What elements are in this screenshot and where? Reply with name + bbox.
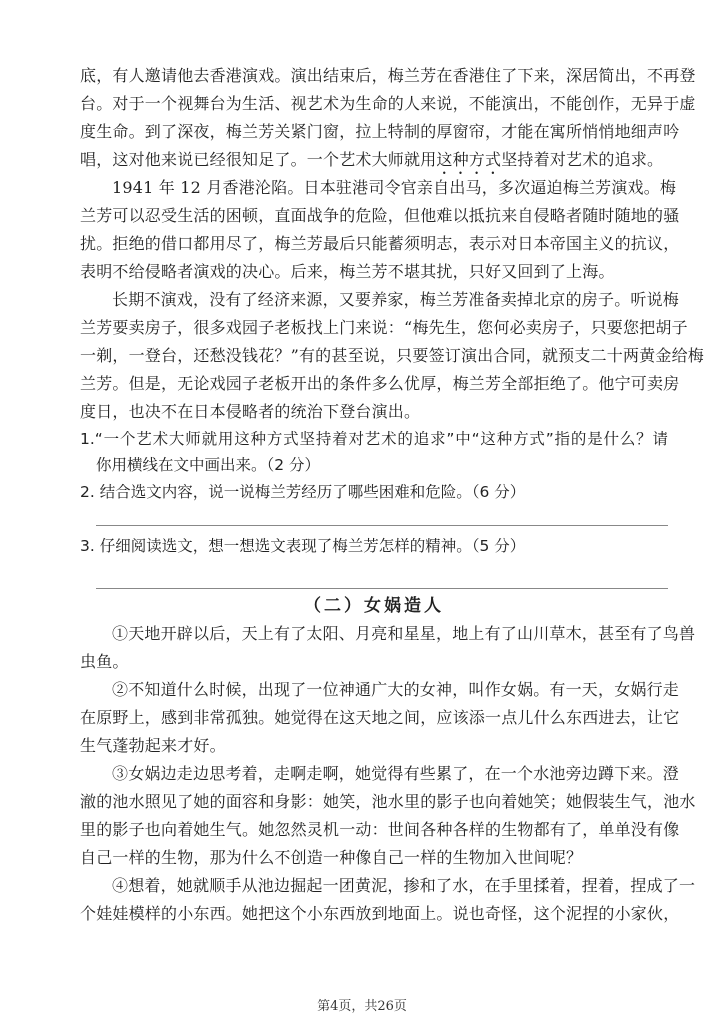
text-segment: 坚持着对艺术的追求。 bbox=[501, 150, 664, 169]
text-line: 在原野上，感到非常孤独。她觉得在这天地之间，应该添一点儿什么东西进去，让它 bbox=[80, 708, 680, 727]
text-line: 表明不给侵略者演戏的决心。后来，梅兰芳不堪其扰，只好又回到了上海。 bbox=[80, 262, 615, 281]
page-footer: 第4页，共26页 bbox=[317, 999, 407, 1014]
document-page bbox=[80, 62, 704, 928]
text-line bbox=[80, 146, 668, 174]
text-line: 兰芳。但是，无论戏园子老板开出的条件多么优厚，梅兰芳全部拒绝了。他宁可卖房 bbox=[80, 374, 680, 393]
text-line: 生气蓬勃起来才好。 bbox=[80, 736, 226, 755]
text-line: 一剃，一登台，还愁没钱花？”有的甚至说，只要签订演出合同，就预支二十两黄金给梅 bbox=[80, 346, 704, 365]
text-line: ④想着，她就顺手从池边掘起一团黄泥，掺和了水，在手里揉着，捏着，捏成了一 bbox=[112, 876, 696, 895]
text-segment: 唱，这对他来说已经很知足了。一个艺术大师就用 bbox=[80, 150, 437, 169]
passage1-paragraph bbox=[80, 174, 680, 286]
question-text: 3. 仔细阅读选文，想一想选文表现了梅兰芳怎样的精神。（5 分） bbox=[80, 537, 526, 555]
passage2-paragraph bbox=[80, 760, 696, 872]
text-line: ②不知道什么时候，出现了一位神通广大的女神，叫作女娲。有一天，女娲行走 bbox=[112, 680, 680, 699]
text-line: 澈的池水照见了她的面容和身影：她笑，池水里的影子也向着她笑；她假装生气，池水 bbox=[80, 792, 696, 811]
question-text: 1.“一个艺术大师就用这种方式坚持着对艺术的追求”中“这种方式”指的是什么？请 bbox=[80, 430, 668, 448]
section-title: （二）女娲造人 bbox=[304, 596, 444, 616]
passage2-paragraph bbox=[80, 620, 696, 676]
question-2 bbox=[80, 478, 668, 506]
text-line: ①天地开辟以后，天上有了太阳、月亮和星星，地上有了山川草木，甚至有了鸟兽 bbox=[112, 624, 696, 643]
text-line: 虫鱼。 bbox=[80, 652, 129, 671]
passage1-paragraph bbox=[80, 62, 696, 174]
text-line: 兰芳要卖房子，很多戏园子老板找上门来说：“梅先生，您何必卖房子，只要您把胡子 bbox=[80, 318, 688, 337]
text-line: 1941 年 12 月香港沦陷。日本驻港司令官亲自出马，多次逼迫梅兰芳演戏。梅 bbox=[112, 178, 677, 197]
passage2-paragraph bbox=[80, 676, 680, 760]
text-line: 自己一样的生物，那为什么不创造一种像自己一样的生物加入世间呢？ bbox=[80, 848, 583, 867]
question-text: 2. 结合选文内容，说一说梅兰芳经历了哪些困难和危险。（6 分） bbox=[80, 483, 526, 501]
emphasized-phrase: 这种方式 bbox=[436, 150, 502, 169]
question-1 bbox=[80, 426, 668, 478]
text-line: 台。对于一个视舞台为生活、视艺术为生命的人来说，不能演出，不能创作，无异于虚 bbox=[80, 94, 696, 113]
text-line: 底，有人邀请他去香港演戏。演出结束后，梅兰芳在香港住了下来，深居简出，不再登 bbox=[80, 66, 696, 85]
text-line: 兰芳可以忍受生活的困顿，直面战争的危险，但他难以抵抗来自侵略者随时随地的骚 bbox=[80, 206, 680, 225]
text-line: 度日，也决不在日本侵略者的统治下登台演出。 bbox=[80, 402, 421, 421]
text-line: 度生命。到了深夜，梅兰芳关紧门窗，拉上特制的厚窗帘，才能在寓所悄悄地细声吟 bbox=[80, 122, 680, 141]
question-text: 你用横线在文中画出来。（2 分） bbox=[96, 456, 321, 474]
text-line: 里的影子也向着她生气。她忽然灵机一动：世间各种各样的生物都有了，单单没有像 bbox=[80, 820, 680, 839]
text-line: 长期不演戏，没有了经济来源，又要养家，梅兰芳准备卖掉北京的房子。听说梅 bbox=[112, 290, 680, 309]
passage2-paragraph bbox=[80, 872, 696, 928]
text-line: 扰。拒绝的借口都用尽了，梅兰芳最后只能蓄须明志，表示对日本帝国主义的抗议， bbox=[80, 234, 680, 253]
text-line: ③女娲边走边思考着，走啊走啊，她觉得有些累了，在一个水池旁边蹲下来。澄 bbox=[112, 764, 680, 783]
question-3 bbox=[80, 532, 668, 560]
text-line: 个娃娃模样的小东西。她把这个小东西放到地面上。说也奇怪，这个泥捏的小家伙， bbox=[80, 904, 680, 923]
passage1-paragraph bbox=[80, 286, 704, 426]
